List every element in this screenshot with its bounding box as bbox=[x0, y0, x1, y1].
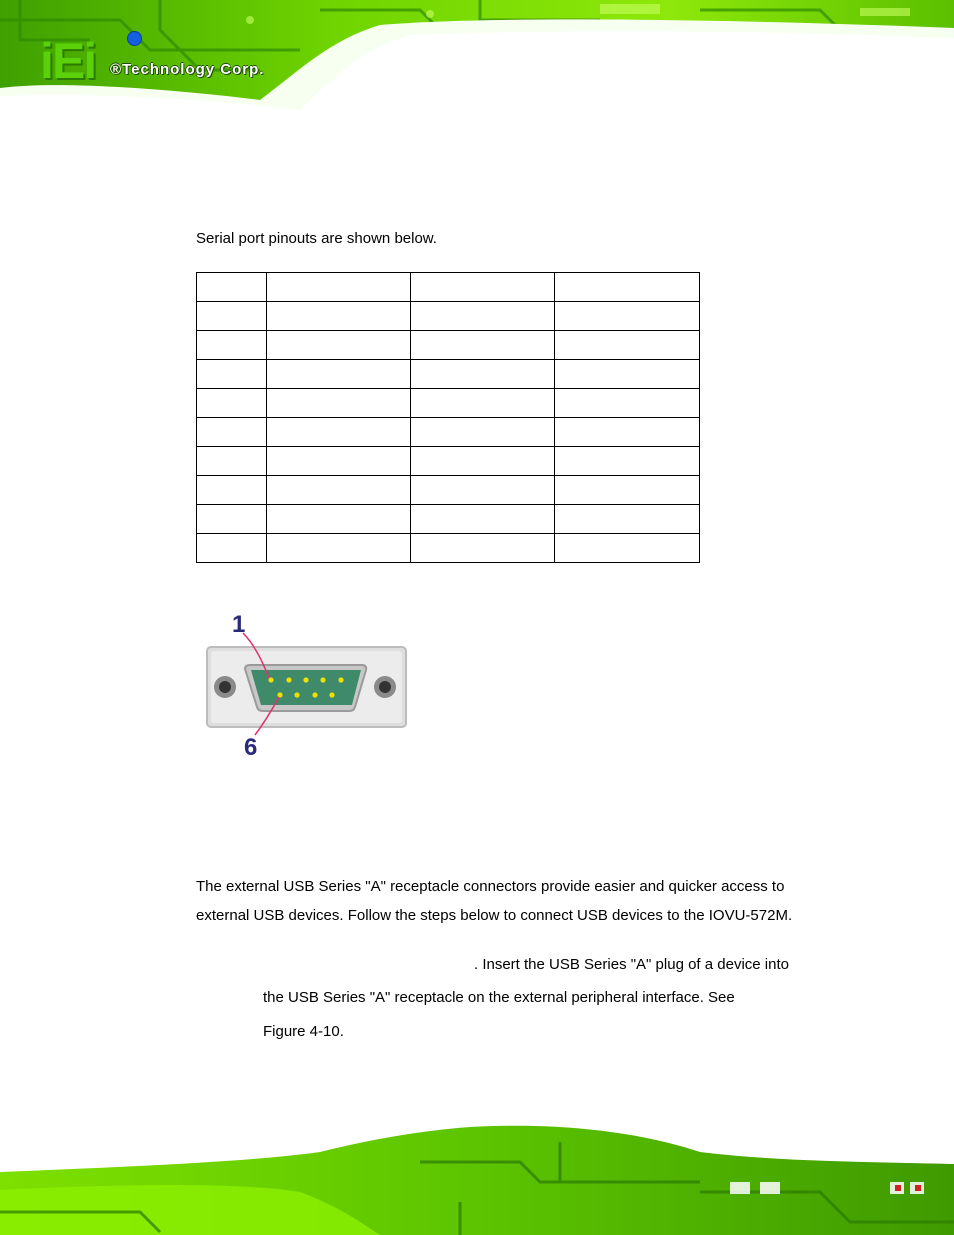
footer-banner bbox=[0, 1122, 954, 1235]
table-cell bbox=[267, 331, 411, 360]
table-cell bbox=[411, 418, 555, 447]
table-cell bbox=[267, 273, 411, 302]
pcb-header-graphic bbox=[0, 0, 954, 112]
table-row bbox=[197, 302, 700, 331]
table-row bbox=[197, 273, 700, 302]
table-row bbox=[197, 331, 700, 360]
usb-paragraph-line-1: The external USB Series "A" receptacle connectors provide easier and quicker access to bbox=[196, 878, 785, 895]
table-cell bbox=[555, 418, 700, 447]
header-banner bbox=[0, 0, 954, 112]
table-cell bbox=[197, 389, 267, 418]
table-cell bbox=[267, 476, 411, 505]
figure-reference: Figure 4-10. bbox=[263, 1023, 344, 1040]
table-cell bbox=[411, 360, 555, 389]
table-cell bbox=[197, 505, 267, 534]
table-cell bbox=[267, 302, 411, 331]
table-cell bbox=[197, 418, 267, 447]
logo-dot-icon bbox=[127, 31, 142, 46]
table-cell bbox=[197, 273, 267, 302]
table-cell bbox=[555, 273, 700, 302]
table-cell bbox=[411, 476, 555, 505]
table-cell bbox=[555, 476, 700, 505]
table-cell bbox=[267, 418, 411, 447]
table-cell bbox=[197, 447, 267, 476]
pin1-label: 1 bbox=[232, 611, 246, 638]
table-cell bbox=[555, 360, 700, 389]
table-cell bbox=[197, 331, 267, 360]
usb-step-line-2: the USB Series "A" receptacle on the external peripheral interface. See bbox=[263, 989, 735, 1006]
table-cell bbox=[267, 389, 411, 418]
usb-paragraph-line-2: external USB devices. Follow the steps below to connect USB devices to the IOVU-572M. bbox=[196, 907, 793, 924]
pcb-footer-graphic bbox=[0, 1122, 954, 1235]
table-cell bbox=[555, 505, 700, 534]
db9-connector-graphic bbox=[205, 607, 407, 767]
table-cell bbox=[197, 302, 267, 331]
table-cell bbox=[555, 302, 700, 331]
table-row bbox=[197, 534, 700, 563]
table-row bbox=[197, 360, 700, 389]
pin6-label: 6 bbox=[244, 734, 258, 761]
table-cell bbox=[267, 534, 411, 563]
table-cell bbox=[555, 447, 700, 476]
table-cell bbox=[411, 273, 555, 302]
table-cell bbox=[197, 534, 267, 563]
brand-name: ®Technology Corp. bbox=[110, 61, 265, 78]
table-cell bbox=[267, 360, 411, 389]
table-cell bbox=[197, 476, 267, 505]
table-row bbox=[197, 418, 700, 447]
table-cell bbox=[411, 447, 555, 476]
usb-step-line-1: . Insert the USB Series "A" plug of a device into bbox=[474, 956, 789, 973]
table-row bbox=[197, 389, 700, 418]
serial-pinout-table bbox=[196, 272, 700, 563]
table-cell bbox=[411, 331, 555, 360]
table-cell bbox=[555, 534, 700, 563]
table-row bbox=[197, 476, 700, 505]
serial-intro: Serial port pinouts are shown below. bbox=[196, 230, 437, 247]
table-cell bbox=[267, 505, 411, 534]
db9-connector-figure bbox=[205, 607, 407, 767]
table-row bbox=[197, 447, 700, 476]
table-cell bbox=[411, 534, 555, 563]
table-cell bbox=[411, 505, 555, 534]
table-cell bbox=[411, 389, 555, 418]
logo-mark: iEi bbox=[40, 33, 96, 89]
table-row bbox=[197, 505, 700, 534]
table-cell bbox=[555, 331, 700, 360]
table-cell bbox=[411, 302, 555, 331]
table-cell bbox=[555, 389, 700, 418]
table-cell bbox=[197, 360, 267, 389]
table-cell bbox=[267, 447, 411, 476]
